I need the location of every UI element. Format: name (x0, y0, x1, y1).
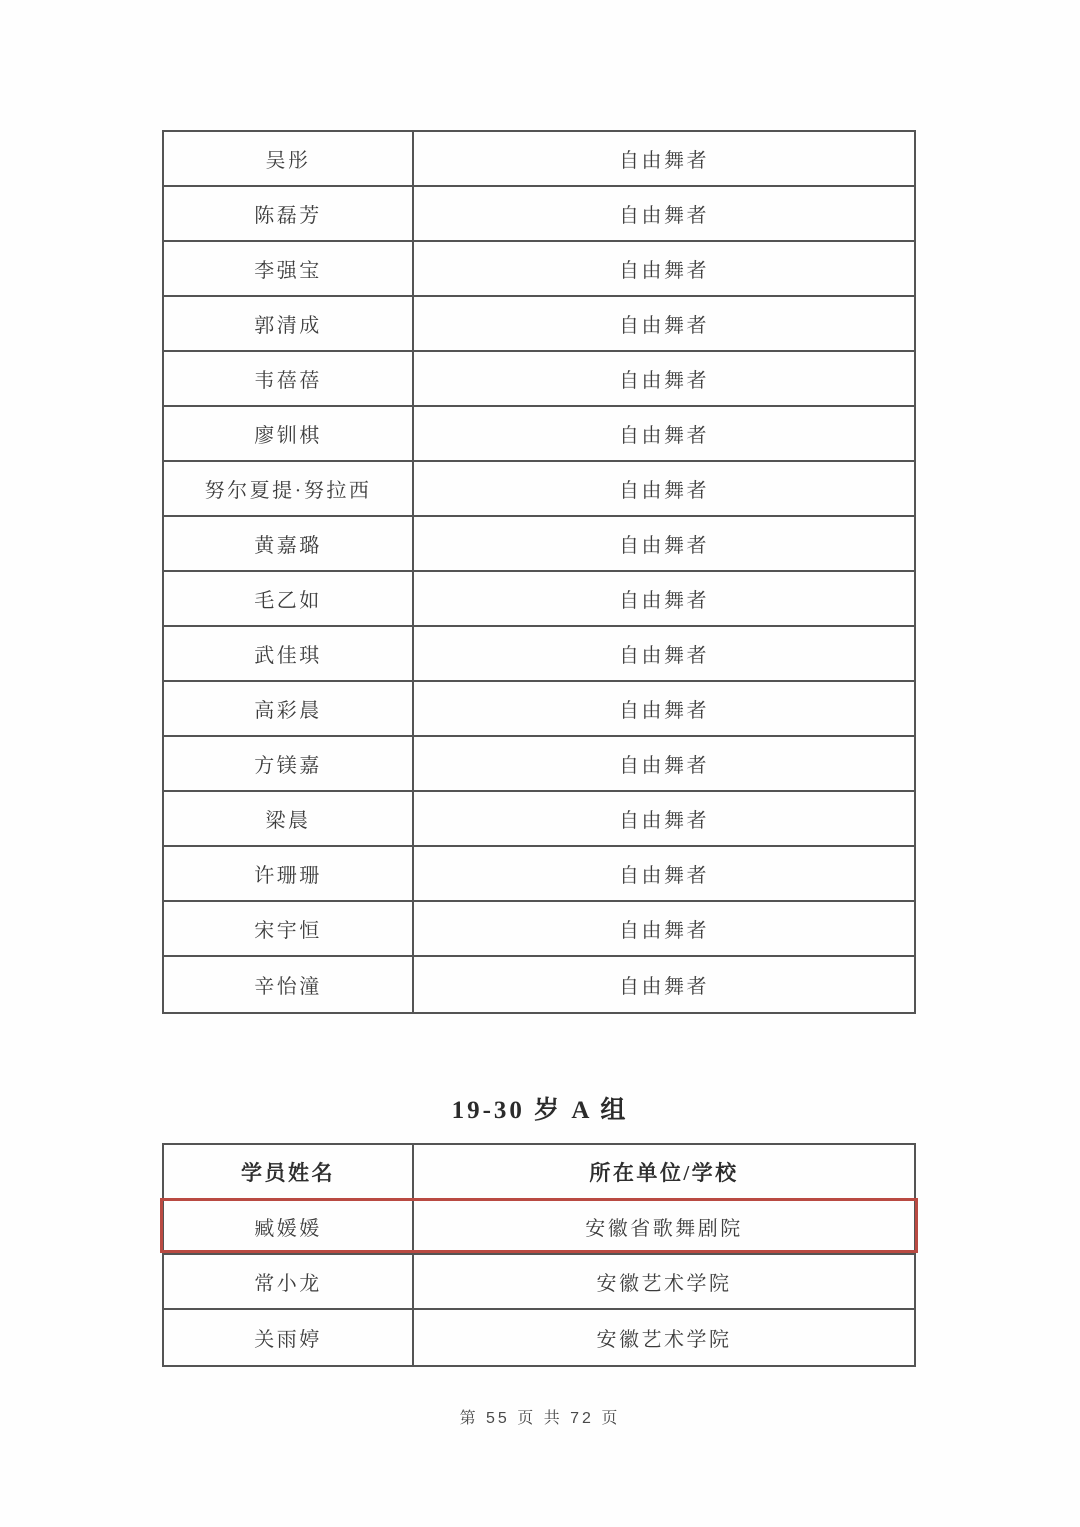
student-name-cell: 关雨婷 (164, 1310, 414, 1365)
student-name-cell: 吴彤 (164, 132, 414, 185)
table-row (164, 572, 914, 627)
organization-cell: 自由舞者 (619, 590, 709, 612)
table-row (164, 517, 914, 572)
student-name-cell: 方镁嘉 (164, 737, 414, 790)
organization-cell: 自由舞者 (619, 260, 709, 282)
table-header-row (164, 1145, 914, 1200)
table-row (164, 847, 914, 902)
organization-cell: 自由舞者 (619, 976, 709, 998)
student-name-cell: 梁晨 (164, 792, 414, 845)
organization-cell: 自由舞者 (619, 205, 709, 227)
organization-cell: 自由舞者 (619, 645, 709, 667)
table-row (164, 352, 914, 407)
student-name-cell: 陈磊芳 (164, 187, 414, 240)
table-row (164, 242, 914, 297)
student-name-cell: 郭清成 (164, 297, 414, 350)
table-row (164, 1310, 914, 1365)
column-header-organization: 所在单位/学校 (589, 1160, 739, 1185)
organization-cell: 安徽艺术学院 (596, 1273, 732, 1295)
organization-cell: 自由舞者 (619, 810, 709, 832)
organization-cell: 安徽省歌舞剧院 (585, 1218, 743, 1240)
group-a-table (162, 1143, 916, 1367)
table-row (164, 1255, 914, 1310)
organization-cell: 自由舞者 (619, 535, 709, 557)
group-heading: 19-30 岁 A 组 (451, 1097, 629, 1124)
organization-cell: 自由舞者 (619, 425, 709, 447)
student-name-cell: 武佳琪 (164, 627, 414, 680)
student-name-cell: 李强宝 (164, 242, 414, 295)
student-name-cell: 辛怡潼 (164, 957, 414, 1012)
column-header-student-name: 学员姓名 (164, 1145, 414, 1198)
freelance-dancers-table (162, 130, 916, 1014)
table-row (164, 627, 914, 682)
table-row (164, 737, 914, 792)
table-row-highlighted (164, 1200, 914, 1255)
table-row (164, 187, 914, 242)
organization-cell: 自由舞者 (619, 150, 709, 172)
organization-cell: 自由舞者 (619, 700, 709, 722)
student-name-cell: 常小龙 (164, 1255, 414, 1308)
table-row (164, 902, 914, 957)
student-name-cell: 臧媛媛 (164, 1200, 414, 1253)
organization-cell: 安徽艺术学院 (596, 1329, 732, 1351)
organization-cell: 自由舞者 (619, 755, 709, 777)
table-row (164, 407, 914, 462)
table-row (164, 132, 914, 187)
student-name-cell: 韦蓓蓓 (164, 352, 414, 405)
organization-cell: 自由舞者 (619, 480, 709, 502)
table-row (164, 297, 914, 352)
student-name-cell: 毛乙如 (164, 572, 414, 625)
table-row (164, 462, 914, 517)
table-row (164, 957, 914, 1012)
student-name-cell: 努尔夏提·努拉西 (164, 462, 414, 515)
student-name-cell: 廖钏棋 (164, 407, 414, 460)
page-number: 第 55 页 共 72 页 (459, 1410, 621, 1427)
table-row (164, 682, 914, 737)
student-name-cell: 许珊珊 (164, 847, 414, 900)
organization-cell: 自由舞者 (619, 370, 709, 392)
student-name-cell: 高彩晨 (164, 682, 414, 735)
organization-cell: 自由舞者 (619, 920, 709, 942)
student-name-cell: 黄嘉璐 (164, 517, 414, 570)
organization-cell: 自由舞者 (619, 865, 709, 887)
organization-cell: 自由舞者 (619, 315, 709, 337)
student-name-cell: 宋宇恒 (164, 902, 414, 955)
table-row (164, 792, 914, 847)
